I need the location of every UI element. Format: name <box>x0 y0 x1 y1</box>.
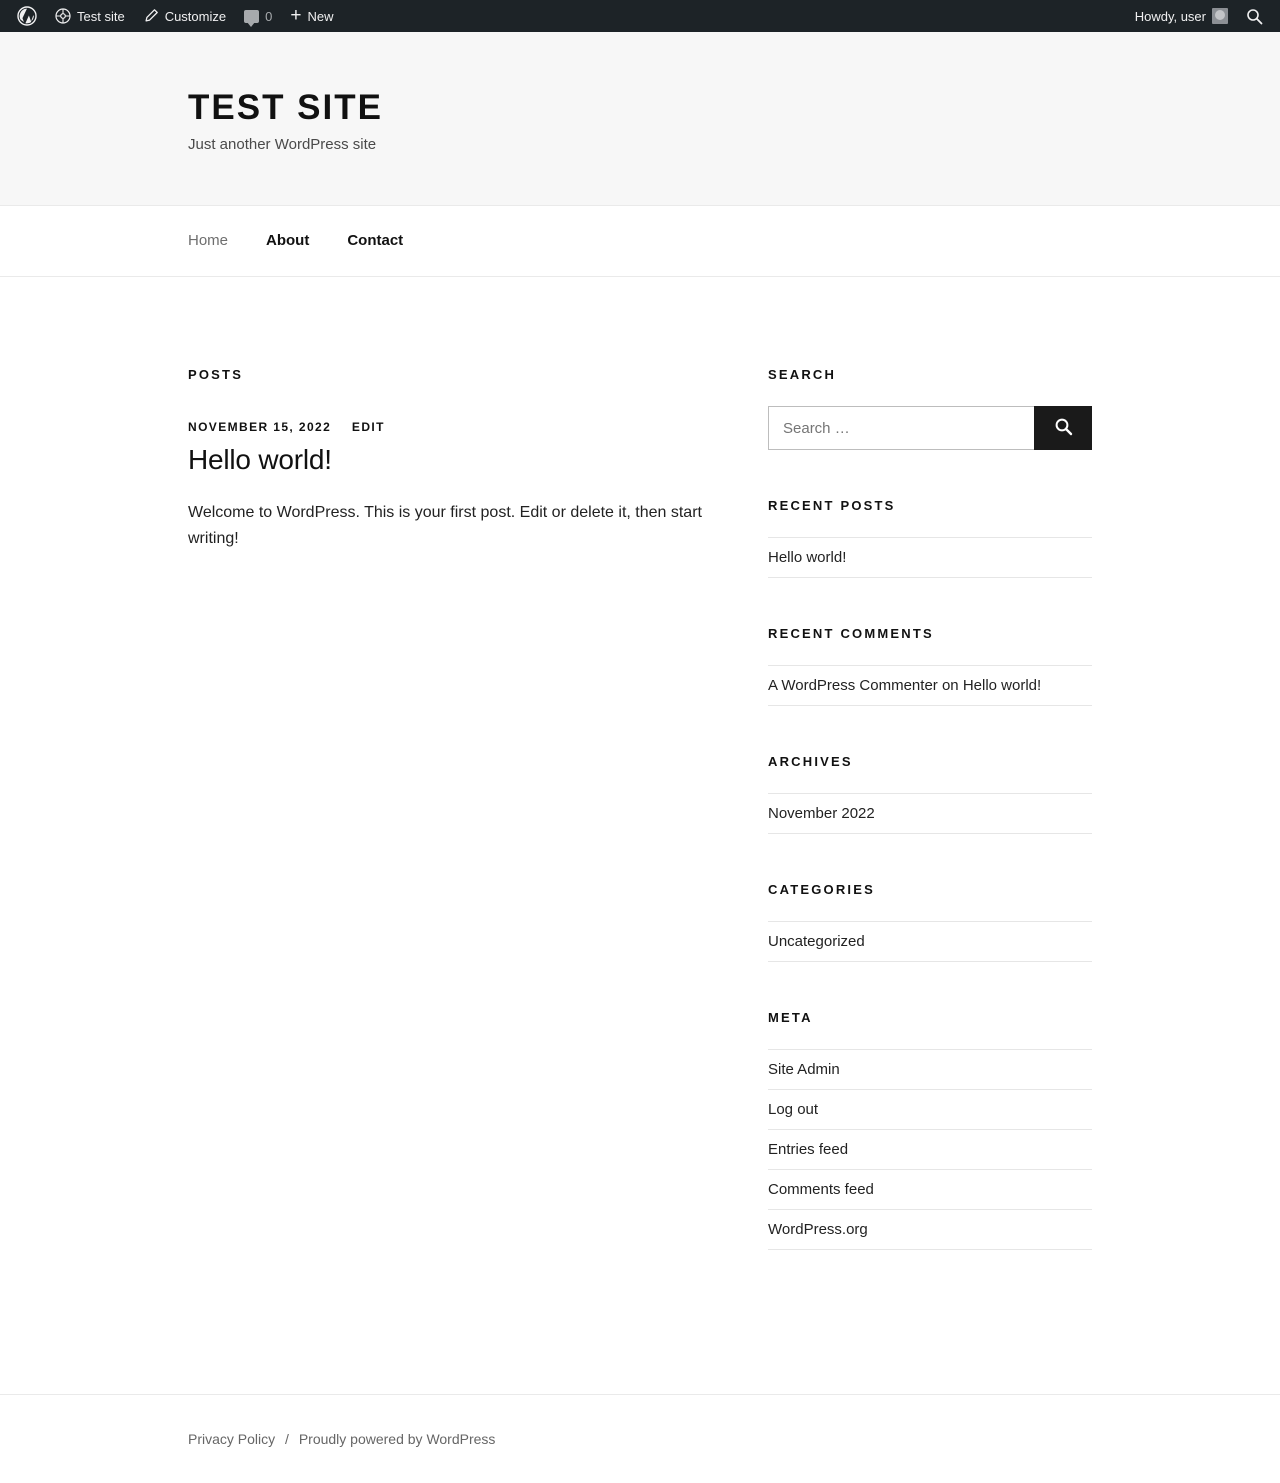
archives-list <box>768 793 1092 834</box>
widget-title-meta: META <box>768 1010 813 1025</box>
recent-comments-list <box>768 665 1092 706</box>
search-icon <box>1054 417 1073 439</box>
meta-link-log-out[interactable]: Log out <box>768 1101 819 1118</box>
widget-recent-comments <box>768 626 1092 706</box>
admin-bar-howdy-label: Howdy, user <box>1134 8 1206 24</box>
widget-archives <box>768 754 1092 834</box>
widget-title-archives: ARCHIVES <box>768 754 853 769</box>
post-article <box>188 420 728 551</box>
search-input[interactable] <box>768 406 1034 450</box>
meta-link-comments-feed[interactable]: Comments feed <box>768 1181 874 1198</box>
admin-bar-new-label: New <box>307 8 334 24</box>
comment-bubble-icon <box>244 10 259 23</box>
categories-list <box>768 921 1092 962</box>
list-item[interactable] <box>768 1130 1092 1170</box>
list-item[interactable] <box>768 794 1092 834</box>
pencil-icon <box>143 8 159 24</box>
admin-bar-my-account[interactable] <box>1126 0 1237 32</box>
footer-link-credit[interactable]: Proudly powered by WordPress <box>298 1431 496 1447</box>
wordpress-logo-icon <box>17 6 37 26</box>
comment-on-label: on <box>941 677 959 694</box>
list-item[interactable] <box>768 1050 1092 1090</box>
search-submit-button[interactable] <box>1034 406 1092 450</box>
post-date-link[interactable]: NOVEMBER 15, 2022 <box>188 420 332 434</box>
footer-separator: / <box>285 1431 289 1447</box>
admin-bar-wp-logo[interactable] <box>8 0 46 32</box>
admin-bar-search[interactable] <box>1237 0 1272 32</box>
content-area <box>188 277 1092 1298</box>
post-body-text: Welcome to WordPress. This is your first post. Edit or delete it, then start writing! <box>188 504 702 547</box>
comment-post-link[interactable]: Hello world! <box>962 677 1042 694</box>
nav-list <box>188 232 1092 250</box>
admin-bar <box>0 0 1280 32</box>
search-form <box>768 406 1092 450</box>
site-header <box>0 32 1280 206</box>
post-title[interactable]: Hello world! <box>188 444 332 475</box>
sidebar <box>768 367 1092 1298</box>
nav-link-home[interactable]: Home <box>188 232 229 249</box>
footer-link-privacy-policy[interactable]: Privacy Policy <box>188 1431 276 1447</box>
meta-link-entries-feed[interactable]: Entries feed <box>768 1141 849 1158</box>
page-title[interactable]: TEST SITE <box>188 88 383 127</box>
list-item <box>768 666 1092 706</box>
nav-link-contact[interactable]: Contact <box>347 232 404 249</box>
admin-bar-comment-count: 0 <box>265 8 273 24</box>
recent-post-link[interactable]: Hello world! <box>768 549 847 566</box>
primary-navigation <box>0 206 1280 277</box>
dashboard-house-icon <box>55 8 71 24</box>
admin-bar-site-name[interactable] <box>46 0 134 32</box>
admin-bar-new-content[interactable] <box>281 0 342 32</box>
nav-item-contact[interactable] <box>347 232 403 250</box>
comment-author[interactable]: A WordPress Commenter <box>768 677 938 694</box>
meta-link-site-admin[interactable]: Site Admin <box>768 1061 840 1078</box>
posts-heading: POSTS <box>188 367 244 382</box>
list-item[interactable] <box>768 922 1092 962</box>
nav-item-home[interactable] <box>188 232 228 250</box>
meta-link-wordpress-org[interactable]: WordPress.org <box>768 1221 868 1238</box>
search-icon <box>1246 8 1263 25</box>
admin-bar-customize[interactable] <box>134 0 235 32</box>
avatar <box>1212 8 1228 24</box>
post-edit-link[interactable]: EDIT <box>351 420 385 434</box>
admin-bar-customize-label: Customize <box>164 8 227 24</box>
admin-bar-site-name-label: Test site <box>77 8 125 24</box>
site-footer <box>0 1394 1280 1483</box>
widget-meta <box>768 1010 1092 1250</box>
list-item[interactable] <box>768 538 1092 578</box>
plus-icon: + <box>290 5 302 26</box>
widget-search <box>768 367 1092 450</box>
list-item[interactable] <box>768 1170 1092 1210</box>
meta-list <box>768 1049 1092 1250</box>
widget-title-recent-posts: RECENT POSTS <box>768 498 896 513</box>
recent-posts-list <box>768 537 1092 578</box>
post-content <box>188 500 728 551</box>
post-meta <box>188 420 728 434</box>
list-item[interactable] <box>768 1090 1092 1130</box>
widget-title-recent-comments: RECENT COMMENTS <box>768 626 934 641</box>
list-item[interactable] <box>768 1210 1092 1250</box>
nav-link-about[interactable]: About <box>266 232 310 249</box>
widget-title-search: SEARCH <box>768 367 837 382</box>
widget-recent-posts <box>768 498 1092 578</box>
archive-link[interactable]: November 2022 <box>768 805 875 822</box>
category-link[interactable]: Uncategorized <box>768 933 865 950</box>
widget-categories <box>768 882 1092 962</box>
site-tagline: Just another WordPress site <box>188 136 377 153</box>
widget-title-categories: CATEGORIES <box>768 882 875 897</box>
admin-bar-comments[interactable] <box>235 0 281 32</box>
nav-item-about[interactable] <box>266 232 309 250</box>
main-content <box>188 367 768 1298</box>
